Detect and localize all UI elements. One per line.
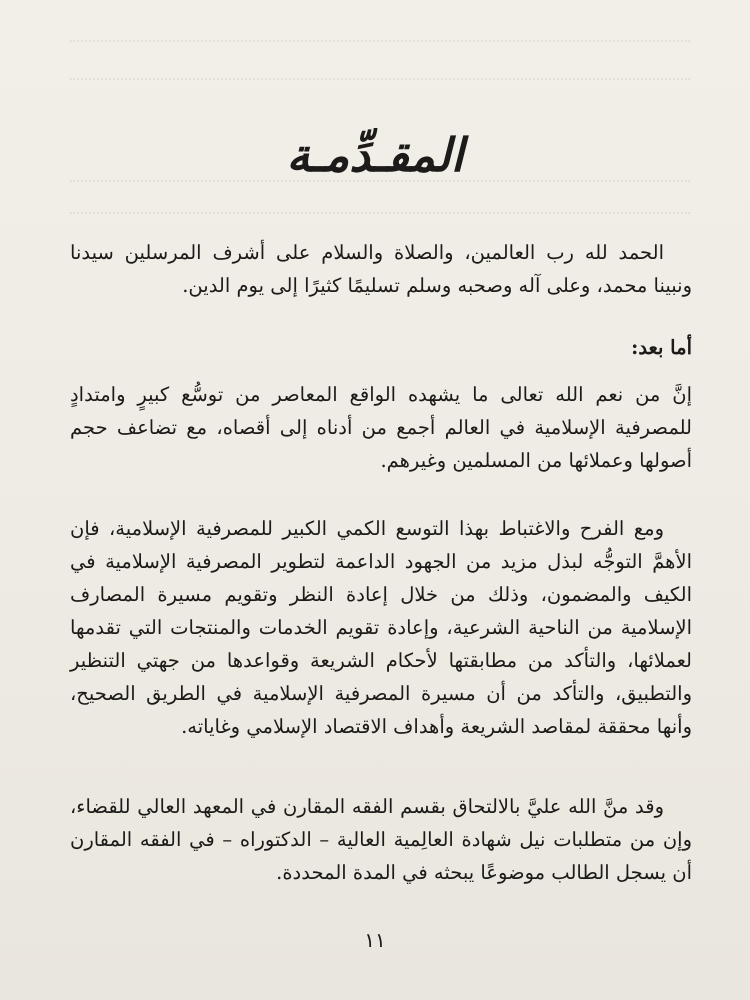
bleed-through-line: [70, 212, 690, 224]
page-title: المقـدِّمـة: [286, 128, 464, 182]
salutation: أما بعد:: [631, 336, 692, 359]
paragraph-blessings: إنَّ من نعم الله تعالى ما يشهده الواقع المعاصر من توسُّع كبيرٍ وامتدادٍ للمصرفية الإسلامية في العالم أجمع من أدناه إلى أقصاه، مع تضاعف حجم أصولها وعملائها من المسلمين وغيرهم.: [70, 383, 692, 472]
page-number: ١١: [364, 928, 386, 952]
paragraph-opening: الحمد لله رب العالمين، والصلاة والسلام على أشرف المرسلين سيدنا ونبينا محمد، وعلى آله وصحبه وسلم تسليمًا كثيرًا إلى يوم الدين.: [70, 241, 692, 297]
paragraph-study: وقد منَّ الله عليَّ بالالتحاق بقسم الفقه المقارن في المعهد العالي للقضاء، وإن من متطلبات نيل شهادة العالِمية العالية – الدكتوراه – في الفقه المقارن أن يسجل الطالب موضوعًا يبحثه في المدة المحددة.: [70, 795, 692, 884]
paragraph-development: ومع الفرح والاغتباط بهذا التوسع الكمي الكبير للمصرفية الإسلامية، فإن الأهمَّ التوجُّه لبذل مزيد من الجهود الداعمة لتطوير المصرفية الإسلامية في الكيف والمضمون، وذلك من خلال إعادة النظر وتقويم مسيرة المصارف الإسلامية من الناحية الشرعية، وإعادة تقويم الخدمات والمنتجات التي تقدمها لعملائها، والتأكد من مطابقتها لأحكام الشريعة وقواعدها من جهتي التنظير والتطبيق، والتأكد من أن مسيرة المصرفية الإسلامية في الطريق الصحيح، وأنها محققة لمقاصد الشريعة وأهداف الاقتصاد الإسلامي وغاياته.: [70, 517, 692, 738]
bleed-through-line: [70, 78, 690, 90]
bleed-through-line: [70, 40, 690, 52]
